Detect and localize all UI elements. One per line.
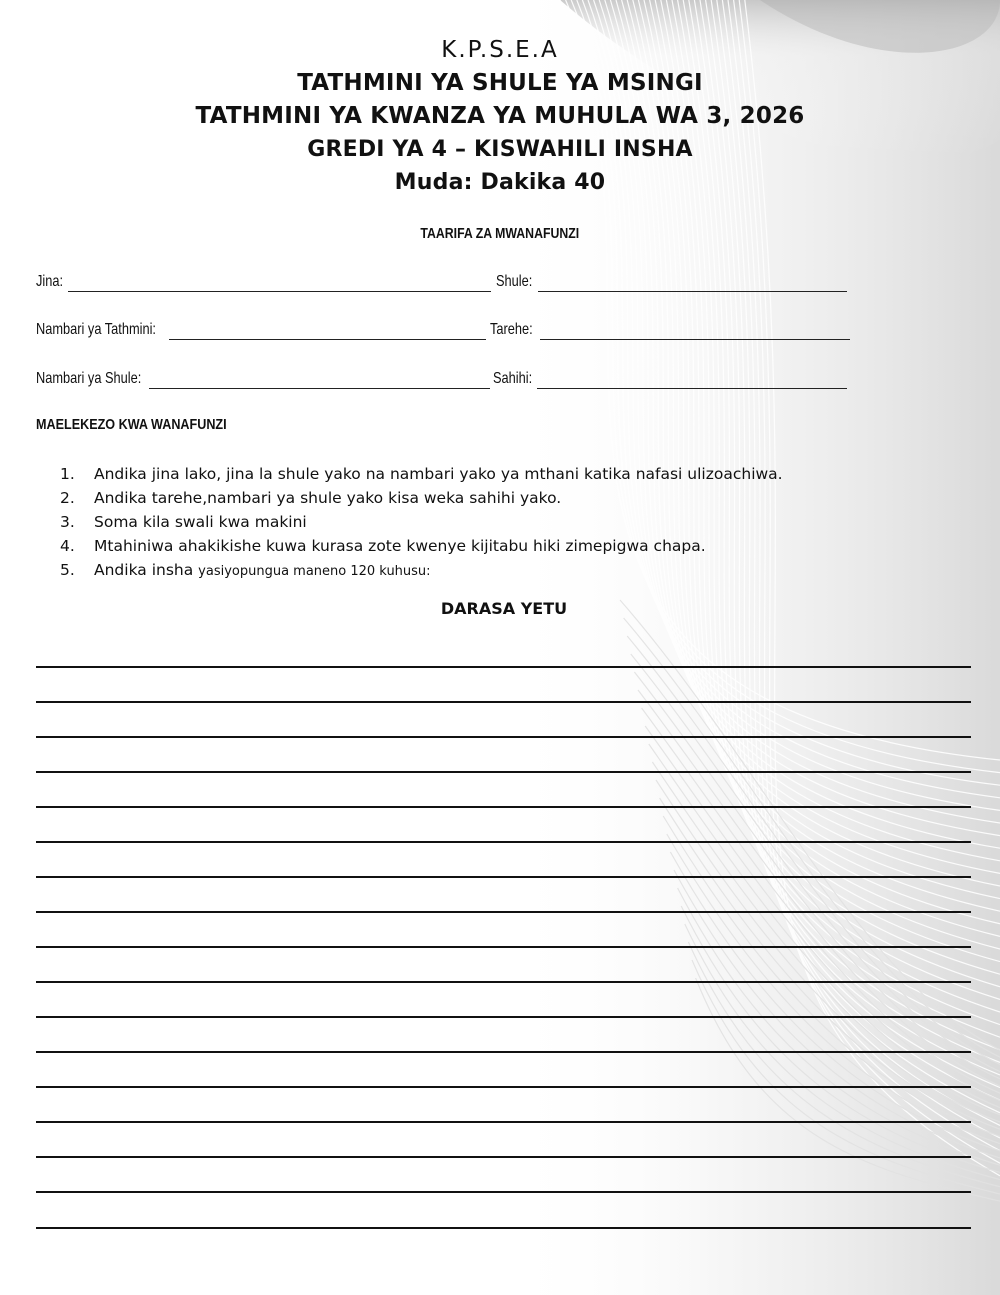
essay-writing-line[interactable] [36,946,971,948]
essay-writing-line[interactable] [36,981,971,983]
essay-writing-line[interactable] [36,911,971,913]
instructions-list [60,462,783,582]
essay-writing-line[interactable] [36,1016,971,1018]
essay-writing-line[interactable] [36,1121,971,1123]
nambari-tathmini-line[interactable] [169,339,486,340]
essay-writing-line[interactable] [36,876,971,878]
list-item: 4. Mtahiniwa ahakikishe kuwa kurasa zote kwenye kijitabu hiki zimepigwa chapa. [60,537,706,555]
essay-writing-line[interactable] [36,1051,971,1053]
sahihi-line[interactable] [537,388,847,389]
school-assessment-title: TATHMINI YA SHULE YA MSINGI [297,70,703,96]
essay-title: DARASA YETU [440,599,568,618]
nambari-tathmini-label: Nambari ya Tathmini: [36,321,156,338]
essay-writing-line[interactable] [36,1086,971,1088]
grade-subject-title: GREDI YA 4 – KISWAHILI INSHA [307,137,693,162]
exam-body-title: K.P.S.E.A [441,37,559,63]
shule-line[interactable] [538,291,847,292]
field-row-assessment-date [36,318,856,342]
list-item: 5. Andika insha yasiyopungua maneno 120 kuhusu: [60,561,431,579]
essay-writing-line[interactable] [36,806,971,808]
essay-writing-line[interactable] [36,1191,971,1193]
essay-writing-line[interactable] [36,771,971,773]
essay-writing-line[interactable] [36,701,971,703]
tarehe-label: Tarehe: [490,321,533,338]
shule-label: Shule: [496,273,533,290]
jina-label: Jina: [36,273,64,290]
duration-text: Muda: Dakika 40 [394,170,606,195]
sahihi-label: Sahihi: [493,370,533,387]
nambari-shule-label: Nambari ya Shule: [36,370,142,387]
list-item: 3. Soma kila swali kwa makini [60,513,307,531]
term-assessment-title: TATHMINI YA KWANZA YA MUHULA WA 3, 2026 [195,103,805,129]
tarehe-line[interactable] [540,339,850,340]
exam-header [0,34,1000,199]
field-row-schoolnum-signature [36,367,856,391]
essay-writing-line[interactable] [36,1227,971,1229]
instructions-heading: MAELEKEZO KWA WANAFUNZI [36,416,227,433]
essay-writing-line[interactable] [36,736,971,738]
nambari-shule-line[interactable] [149,388,490,389]
list-item: 1. Andika jina lako, jina la shule yako na nambari yako ya mthani katika nafasi ulizoachiwa. [60,465,783,483]
essay-writing-line[interactable] [36,841,971,843]
list-item: 2. Andika tarehe,nambari ya shule yako kisa weka sahihi yako. [60,489,562,507]
jina-line[interactable] [68,291,491,292]
student-info-heading: TAARIFA ZA MWANAFUNZI [420,225,580,242]
field-row-name-school [36,270,856,294]
essay-writing-line[interactable] [36,666,971,668]
essay-writing-line[interactable] [36,1156,971,1158]
